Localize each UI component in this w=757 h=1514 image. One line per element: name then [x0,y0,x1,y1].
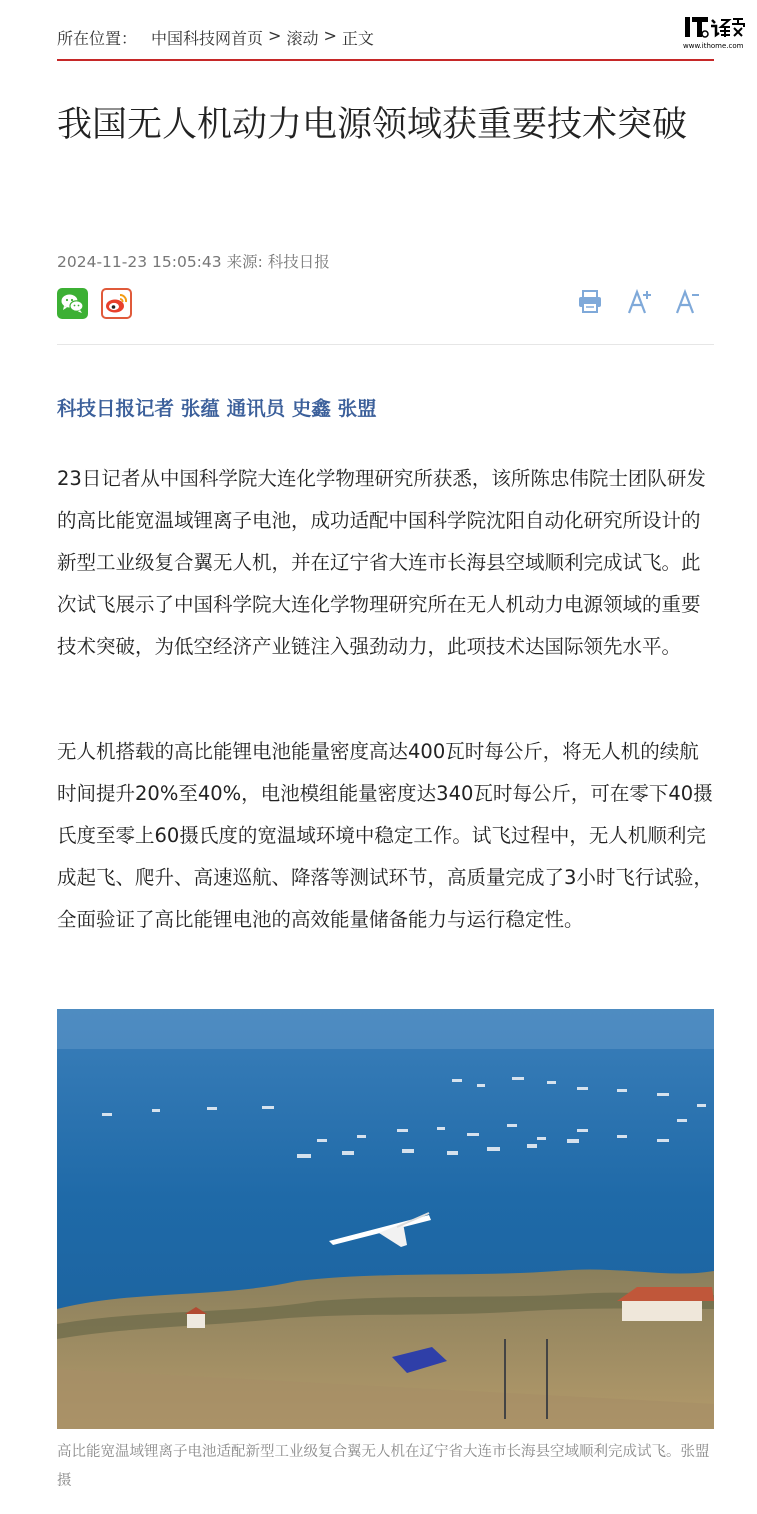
article-paragraph: 无人机搭载的高比能锂电池能量密度高达400瓦时每公斤，将无人机的续航时间提升20%至40%，电池模组能量密度达340瓦时每公斤，可在零下40摄氏度至零上60摄氏度的宽温域环境中稳定工作。试飞过程中，无人机顺利完成起飞、爬升、高速巡航、降落等测试环节，高质量完成了3小时飞行试验，全面验证了高比能锂电池的高效能量储备能力与运行稳定性。 [57,740,713,931]
breadcrumb-home-link[interactable]: 中国科技网首页 [151,29,264,48]
font-increase-button[interactable] [625,286,655,318]
share-weibo-button[interactable] [101,288,132,319]
article-paragraph: 23日记者从中国科学院大连化学物理研究所获悉，该所陈忠伟院士团队研发的高比能宽温域锂离子电池，成功适配中国科学院沈阳自动化研究所设计的新型工业级复合翼无人机，并在辽宁省大连市长海县空域顺利完成试飞。此次试飞展示了中国科学院大连化学物理研究所在无人机动力电源领域的重要技术突破，为低空经济产业链注入强劲动力，此项技术达国际领先水平。 [57,467,706,658]
breadcrumb [57,26,374,49]
meta-divider [57,344,714,345]
logo-url: www.ithome.com [683,42,744,50]
font-increase-icon [625,286,655,318]
breadcrumb-separator: > [268,26,282,45]
article-byline: 科技日报记者 张蕴 通讯员 史鑫 张盟 [57,397,377,420]
photo-caption: 高比能宽温域锂离子电池适配新型工业级复合翼无人机在辽宁省大连市长海县空域顺利完成试飞。张盟 摄 [57,1444,710,1489]
header-divider [57,59,714,61]
ithome-logo-mark [683,14,747,42]
article-photo [57,1009,714,1429]
weibo-icon [103,290,130,317]
source-name: 科技日报 [267,253,330,271]
publish-datetime: 2024-11-23 15:05:43 [57,253,222,271]
drone-over-sea-image [57,1009,714,1429]
source-label: 来源: [226,253,263,271]
print-icon [576,286,604,316]
share-wechat-button[interactable] [57,288,88,319]
article-meta [57,250,330,272]
print-button[interactable] [576,286,606,318]
font-decrease-icon [673,286,703,318]
breadcrumb-current: 正文 [341,29,374,48]
breadcrumb-label: 所在位置： [57,29,138,48]
breadcrumb-section-link[interactable]: 滚动 [286,29,319,48]
wechat-icon [57,288,88,319]
breadcrumb-separator: > [323,26,337,45]
page-title: 我国无人机动力电源领域获重要技术突破 [57,105,688,145]
site-logo[interactable] [683,14,747,54]
font-decrease-button[interactable] [673,286,703,318]
